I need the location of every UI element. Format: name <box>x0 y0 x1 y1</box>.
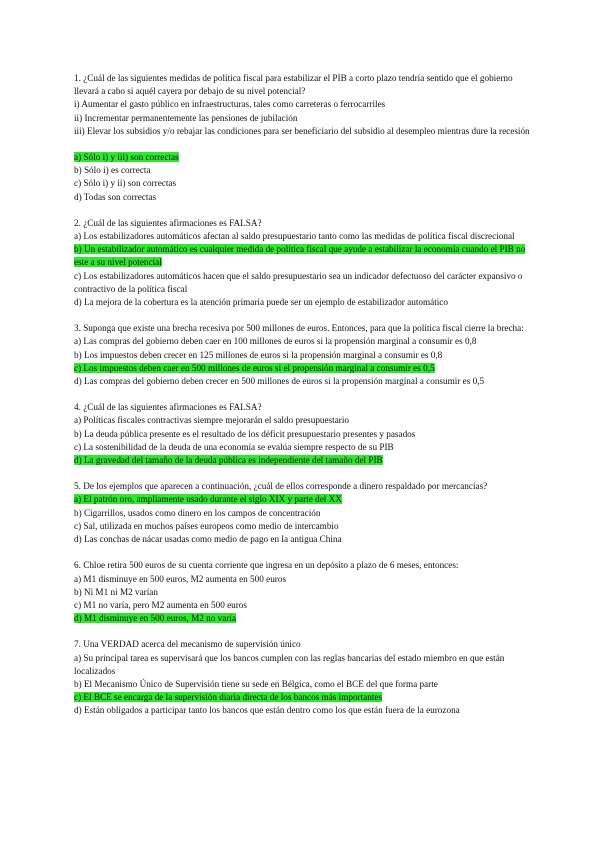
option-d <box>74 191 534 204</box>
option-text: c) La sostenibilidad de la deuda de una economía se evalúa siempre respecto de su PIB <box>74 441 394 452</box>
option-a <box>74 493 534 506</box>
option-text: b) El Mecanismo Único de Supervisión tiene su sede en Bélgica, como el BCE del que forma parte <box>74 678 438 689</box>
option-text: d) Todas son correctas <box>74 191 157 202</box>
option-a <box>74 414 534 427</box>
option-text: c) Sal, utilizada en muchos países europeos como medio de intercambio <box>74 520 339 531</box>
statement: ii) Incrementar permanentemente las pensiones de jubilación <box>74 112 298 123</box>
option-b <box>74 243 534 269</box>
option-text: b) Cigarrillos, usados como dinero en los campos de concentración <box>74 507 321 518</box>
blank-line <box>74 138 534 151</box>
question-6 <box>74 559 534 625</box>
option-d <box>74 375 534 388</box>
option-b <box>74 349 534 362</box>
option-a <box>74 151 534 164</box>
option-text: c) Los impuestos deben caer en 500 millones de euros si el propensión marginal a consumir es 0,5 <box>74 362 435 373</box>
question-stem: 3. Suponga que existe una brecha recesiva por 500 millones de euros. Entonces, para que la política fiscal cierre la brecha: <box>74 323 524 334</box>
question-5 <box>74 480 534 546</box>
question-7 <box>74 638 534 717</box>
option-b <box>74 678 534 691</box>
option-text: a) M1 disminuye en 500 euros, M2 aumenta en 500 euros <box>74 573 287 584</box>
question-stem: 6. Chloe retira 500 euros de su cuenta corriente que ingresa en un depósito a plazo de 6 meses, entonces: <box>74 560 459 571</box>
question-4 <box>74 401 534 467</box>
statement: iii) Elevar los subsidios y/o rebajar las condiciones para ser beneficiario del subsidio al desempleo mientras dure la recesión <box>74 125 530 136</box>
option-text: c) Sólo i) y ii) son correctas <box>74 178 177 189</box>
question-2 <box>74 217 534 309</box>
option-d <box>74 704 534 717</box>
option-d <box>74 454 534 467</box>
option-text: c) Los estabilizadores automáticos hacen que el saldo presupuestario sea un indicador defectuoso del carácter expansivo o contractivo de la política fiscal <box>74 270 523 294</box>
option-text: a) Su principal tarea es supervisará que los bancos cumplen con las reglas bancarias del estado miembro en que están localizados <box>74 652 505 676</box>
question-stem: 4. ¿Cuál de las siguientes afirmaciones es FALSA? <box>74 402 262 413</box>
option-text: c) M1 no varía, pero M2 aumenta en 500 euros <box>74 599 247 610</box>
option-text: a) Las compras del gobierno deben caer en 100 millones de euros si la propensión marginal a consumir es 0,8 <box>74 336 477 347</box>
option-text: d) M1 disminuye en 500 euros, M2 no varía <box>74 613 237 624</box>
option-c <box>74 599 534 612</box>
question-stem: 5. De los ejemplos que aparecen a continuación, ¿cuál de ellos corresponde a dinero respaldado por mercancías? <box>74 481 488 492</box>
option-b <box>74 164 534 177</box>
option-c <box>74 441 534 454</box>
option-text: a) Sólo i) y iii) son correctas <box>74 152 179 163</box>
option-d <box>74 533 534 546</box>
option-c <box>74 520 534 533</box>
option-a <box>74 573 534 586</box>
option-text: a) El patrón oro, ampliamente usado durante el siglo XIX y parte del XX <box>74 494 342 505</box>
question-3 <box>74 322 534 388</box>
option-text: c) El BCE se encarga de la supervisión diaria directa de los bancos más importantes <box>74 692 383 703</box>
question-stem: 2. ¿Cuál de las siguientes afirmaciones es FALSA? <box>74 217 262 228</box>
option-c <box>74 691 534 704</box>
option-text: b) La deuda pública presente es el resultado de los déficit presupuestario presentes y pasados <box>74 428 416 439</box>
question-list <box>74 72 534 731</box>
option-text: b) Un estabilizador automático es cualquier medida de política fiscal que ayude a estabilizar la economía cuando el PIB no este a su nivel potencial <box>74 244 526 268</box>
option-d <box>74 612 534 625</box>
option-text: d) Las conchas de nácar usadas como medio de pago en la antigua China <box>74 534 342 545</box>
option-a <box>74 652 534 678</box>
option-text: b) Los impuestos deben crecer en 125 millones de euros si la propensión marginal a consumir es 0,8 <box>74 349 443 360</box>
option-text: d) La mejora de la cobertura es la atención primaria puede ser un ejemplo de estabilizador automático <box>74 297 448 308</box>
option-text: a) Políticas fiscales contractivas siempre mejorarán el saldo presupuestario <box>74 415 350 426</box>
option-a <box>74 335 534 348</box>
option-c <box>74 270 534 296</box>
question-stem: 1. ¿Cuál de las siguientes medidas de política fiscal para estabilizar el PIB a corto plazo tendría sentido que el gobierno llevará a cabo si aquél cayera por debajo de su nivel potencial? <box>74 73 513 97</box>
option-d <box>74 296 534 309</box>
statement: i) Aumentar el gasto público en infraestructuras, tales como carreteras o ferrocarriles <box>74 99 386 110</box>
option-b <box>74 507 534 520</box>
option-a <box>74 230 534 243</box>
option-text: b) Ni M1 ni M2 varían <box>74 586 158 597</box>
option-b <box>74 428 534 441</box>
question-stem: 7. Una VERDAD acerca del mecanismo de supervisión único <box>74 639 301 650</box>
option-c <box>74 362 534 375</box>
option-b <box>74 586 534 599</box>
option-text: d) La gravedad del tamaño de la deuda pública es independiente del tamaño del PIB <box>74 455 383 466</box>
option-text: d) Están obligados a participar tanto los bancos que están dentro como los que están fuera de la eurozona <box>74 705 460 716</box>
option-text: a) Los estabilizadores automáticos afectan al saldo presupuestario tanto como las medidas de política fiscal discrecional <box>74 231 515 242</box>
option-c <box>74 177 534 190</box>
option-text: d) Las compras del gobierno deben crecer en 500 millones de euros si la propensión marginal a consumir es 0,5 <box>74 376 485 387</box>
option-text: b) Sólo i) es correcta <box>74 165 151 176</box>
question-1 <box>74 72 534 204</box>
